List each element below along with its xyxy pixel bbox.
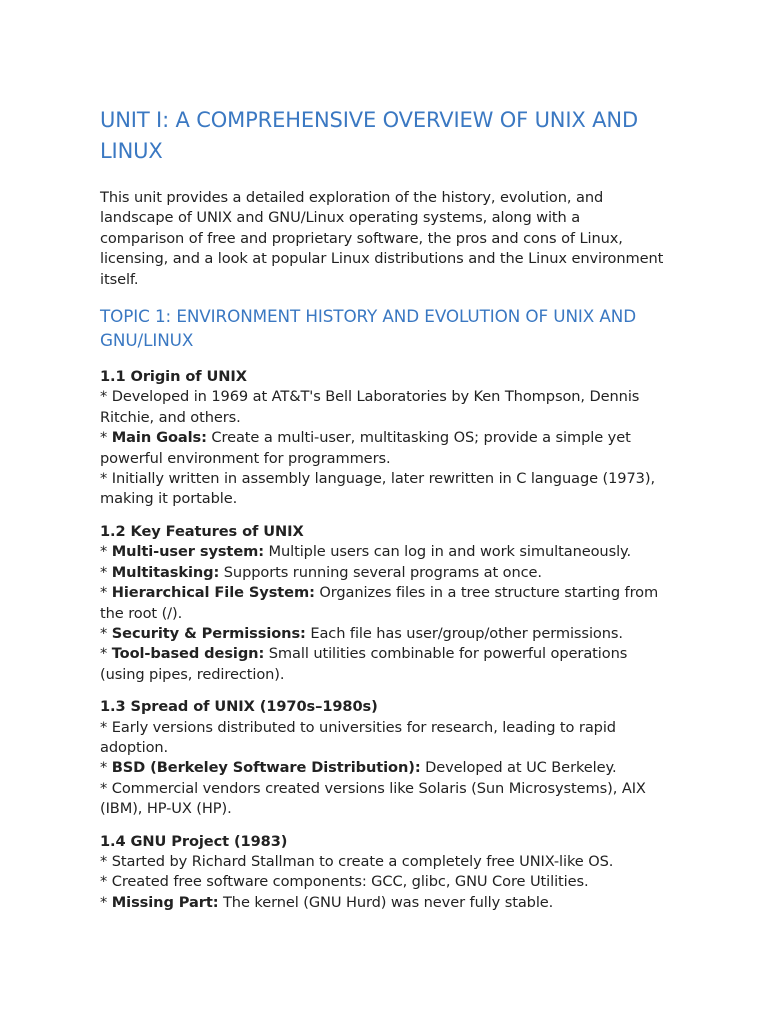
bullet-list — [100, 542, 668, 685]
bullet-text: Developed in 1969 at AT&T's Bell Laboratories by Ken Thompson, Dennis Ritchie, and others. — [100, 388, 640, 426]
bullet-marker: * — [100, 584, 112, 602]
bullet-label: Hierarchical File System: — [111, 584, 315, 602]
topic-title: TOPIC 1: ENVIRONMENT HISTORY AND EVOLUTION OF UNIX AND GNU/LINUX — [100, 306, 637, 350]
section — [100, 522, 668, 685]
bullet-list — [100, 718, 668, 820]
bullet-text: Supports running several programs at once. — [219, 563, 542, 581]
section-heading: 1.2 Key Features of UNIX — [100, 522, 304, 540]
bullet-text: Multiple users can log in and work simultaneously. — [263, 543, 632, 561]
bullet-item — [100, 893, 668, 913]
bullet-item — [100, 852, 668, 872]
bullet-marker: * — [100, 563, 112, 581]
bullet-label: Multi-user system: — [111, 543, 264, 561]
bullet-text: Each file has user/group/other permissions. — [305, 624, 623, 642]
bullet-marker: * — [100, 873, 112, 891]
bullet-text: Started by Richard Stallman to create a completely free UNIX-like OS. — [111, 852, 614, 870]
bullet-marker: * — [100, 759, 112, 777]
bullet-marker: * — [100, 718, 112, 736]
bullet-marker: * — [100, 624, 112, 642]
bullet-label: Tool-based design: — [111, 645, 265, 663]
bullet-item — [100, 563, 668, 583]
bullet-item — [100, 644, 668, 685]
unit-title: UNIT I: A COMPREHENSIVE OVERVIEW OF UNIX AND LINUX — [100, 108, 638, 163]
bullet-list — [100, 387, 668, 509]
bullet-text: Commercial vendors created versions like Solaris (Sun Microsystems), AIX (IBM), HP-UX (HP). — [100, 779, 646, 818]
sections-container — [100, 367, 668, 913]
bullet-text: Small utilities combinable for powerful operations (using pipes, redirection). — [100, 645, 628, 683]
bullet-item — [100, 542, 668, 562]
bullet-marker: * — [100, 388, 112, 406]
bullet-item — [100, 469, 668, 510]
bullet-text: Created free software components: GCC, glibc, GNU Core Utilities. — [111, 873, 589, 891]
bullet-item — [100, 428, 668, 469]
bullet-item — [100, 583, 668, 624]
bullet-item — [100, 758, 668, 778]
bullet-text: Organizes files in a tree structure starting from the root (/). — [100, 584, 659, 622]
bullet-label: Main Goals: — [111, 429, 207, 447]
bullet-marker: * — [100, 470, 112, 488]
bullet-item — [100, 624, 668, 644]
bullet-item — [100, 872, 668, 892]
bullet-item — [100, 779, 668, 820]
section — [100, 367, 668, 510]
section — [100, 832, 668, 914]
bullet-marker: * — [100, 543, 112, 561]
bullet-marker: * — [100, 893, 112, 911]
bullet-list — [100, 852, 668, 913]
section-heading: 1.1 Origin of UNIX — [100, 368, 247, 386]
bullet-text: Developed at UC Berkeley. — [420, 759, 617, 777]
section — [100, 697, 668, 819]
bullet-text: Create a multi-user, multitasking OS; provide a simple yet powerful environment for programmers. — [100, 429, 631, 467]
bullet-text: The kernel (GNU Hurd) was never fully stable. — [218, 893, 554, 911]
bullet-item — [100, 387, 668, 428]
bullet-marker: * — [100, 852, 112, 870]
bullet-item — [100, 718, 668, 759]
bullet-label: BSD (Berkeley Software Distribution): — [111, 759, 421, 777]
intro-paragraph: This unit provides a detailed exploration of the history, evolution, and landscape of UNIX and GNU/Linux operating systems, along with a comparison of free and proprietary software, the pros and cons of Linux, licensing, and a look at popular Linux distributions and the Linux environment itself. — [100, 189, 664, 288]
bullet-marker: * — [100, 779, 112, 797]
bullet-label: Security & Permissions: — [111, 624, 306, 642]
bullet-label: Multitasking: — [111, 563, 220, 581]
bullet-text: Initially written in assembly language, later rewritten in C language (1973), making it portable. — [100, 470, 655, 508]
bullet-text: Early versions distributed to universities for research, leading to rapid adoption. — [100, 718, 616, 756]
bullet-marker: * — [100, 429, 112, 447]
section-heading: 1.3 Spread of UNIX (1970s–1980s) — [100, 698, 378, 716]
bullet-marker: * — [100, 645, 112, 663]
section-heading: 1.4 GNU Project (1983) — [100, 832, 288, 850]
bullet-label: Missing Part: — [111, 893, 219, 911]
